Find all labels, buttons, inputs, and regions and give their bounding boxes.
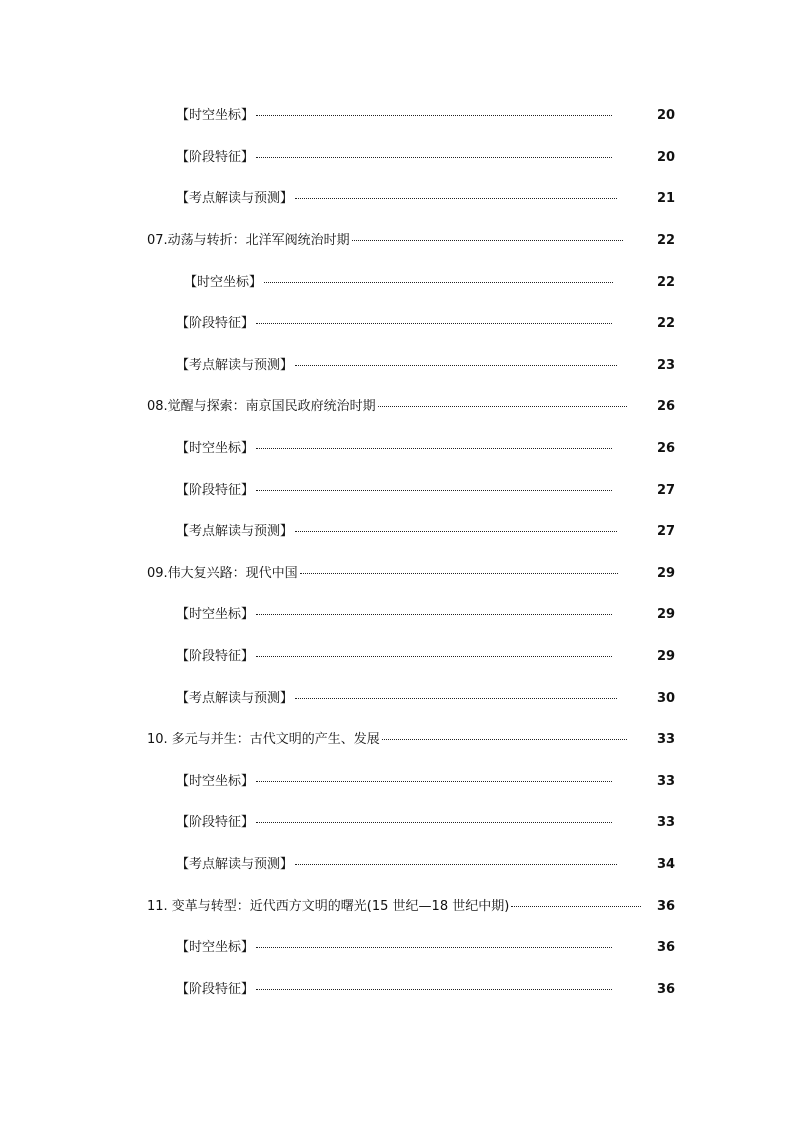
toc-entry[interactable] (184, 273, 676, 293)
toc-entry-label: 【考点解读与预测】 (176, 524, 294, 539)
dot-leader (256, 157, 612, 158)
toc-entry-page: 20 (657, 108, 676, 123)
dot-leader (300, 573, 618, 574)
toc-entry-page: 22 (657, 233, 676, 248)
dot-leader (295, 531, 617, 532)
toc-entry-label: 07.动荡与转折：北洋军阀统治时期 (147, 233, 350, 248)
toc-entry-page: 36 (657, 899, 676, 914)
toc-entry-page: 36 (657, 982, 676, 997)
toc-entry-label: 【阶段特征】 (176, 982, 255, 997)
dot-leader (256, 822, 612, 823)
toc-entry-label: 【阶段特征】 (176, 815, 255, 830)
toc-entry-page: 34 (657, 857, 676, 872)
toc-entry-page: 23 (657, 358, 676, 373)
toc-entry[interactable] (176, 481, 676, 501)
toc-entry-page: 33 (657, 815, 676, 830)
toc-entry[interactable] (176, 522, 676, 542)
toc-entry[interactable] (176, 689, 676, 709)
toc-entry-label: 【阶段特征】 (176, 150, 255, 165)
toc-entry[interactable] (176, 647, 676, 667)
toc-entry-label: 【阶段特征】 (176, 483, 255, 498)
toc-entry-label: 【时空坐标】 (176, 774, 255, 789)
dot-leader (295, 365, 617, 366)
dot-leader (295, 698, 617, 699)
dot-leader (352, 240, 623, 241)
toc-entry[interactable] (176, 772, 676, 792)
toc-entry[interactable] (176, 314, 676, 334)
toc-entry[interactable] (176, 356, 676, 376)
toc-entry-page: 27 (657, 524, 676, 539)
dot-leader (295, 198, 617, 199)
toc-entry-label: 10. 多元与并生：古代文明的产生、发展 (147, 732, 380, 747)
toc-entry[interactable] (147, 897, 676, 917)
toc-entry-label: 【时空坐标】 (184, 275, 263, 290)
toc-entry-page: 33 (657, 732, 676, 747)
toc-entry-label: 08.觉醒与探索：南京国民政府统治时期 (147, 399, 376, 414)
toc-entry-label: 11. 变革与转型：近代西方文明的曙光(15 世纪—18 世纪中期) (147, 899, 510, 914)
toc-entry-page: 20 (657, 150, 676, 165)
dot-leader (256, 490, 612, 491)
dot-leader (511, 906, 641, 907)
toc-entry-label: 【阶段特征】 (176, 649, 255, 664)
dot-leader (256, 781, 612, 782)
toc-entry[interactable] (176, 148, 676, 168)
toc-entry[interactable] (176, 938, 676, 958)
toc-entry-page: 33 (657, 774, 676, 789)
toc-entry-label: 【时空坐标】 (176, 607, 255, 622)
toc-entry-label: 【考点解读与预测】 (176, 691, 294, 706)
toc-entry-page: 29 (657, 607, 676, 622)
dot-leader (256, 947, 612, 948)
toc-entry-page: 36 (657, 940, 676, 955)
toc-entry[interactable] (147, 730, 676, 750)
toc-entry-page: 21 (657, 191, 676, 206)
toc-entry-label: 09.伟大复兴路：现代中国 (147, 566, 298, 581)
toc-entry[interactable] (176, 605, 676, 625)
toc-entry[interactable] (147, 397, 676, 417)
dot-leader (264, 282, 613, 283)
toc-entry-page: 22 (657, 275, 676, 290)
toc-entry-label: 【考点解读与预测】 (176, 857, 294, 872)
toc-entry-label: 【时空坐标】 (176, 441, 255, 456)
dot-leader (256, 656, 612, 657)
toc-entry-page: 26 (657, 399, 676, 414)
toc-entry[interactable] (176, 189, 676, 209)
toc-entry-label: 【阶段特征】 (176, 316, 255, 331)
dot-leader (256, 115, 612, 116)
toc-entry-page: 29 (657, 566, 676, 581)
toc-entry[interactable] (147, 564, 676, 584)
dot-leader (256, 448, 612, 449)
toc-entry-label: 【时空坐标】 (176, 108, 255, 123)
toc-entry-page: 22 (657, 316, 676, 331)
dot-leader (256, 614, 612, 615)
toc-entry[interactable] (176, 855, 676, 875)
toc-entry[interactable] (147, 231, 676, 251)
dot-leader (378, 406, 627, 407)
toc-entry-page: 26 (657, 441, 676, 456)
toc-entry[interactable] (176, 106, 676, 126)
dot-leader (256, 989, 612, 990)
toc-entry-page: 30 (657, 691, 676, 706)
toc-entry-label: 【考点解读与预测】 (176, 191, 294, 206)
toc-entry[interactable] (176, 813, 676, 833)
toc-entry-label: 【时空坐标】 (176, 940, 255, 955)
dot-leader (256, 323, 612, 324)
toc-entry[interactable] (176, 980, 676, 1000)
toc-entry-page: 29 (657, 649, 676, 664)
toc-entry-label: 【考点解读与预测】 (176, 358, 294, 373)
toc-entry[interactable] (176, 439, 676, 459)
toc-entry-page: 27 (657, 483, 676, 498)
dot-leader (295, 864, 617, 865)
dot-leader (382, 739, 627, 740)
